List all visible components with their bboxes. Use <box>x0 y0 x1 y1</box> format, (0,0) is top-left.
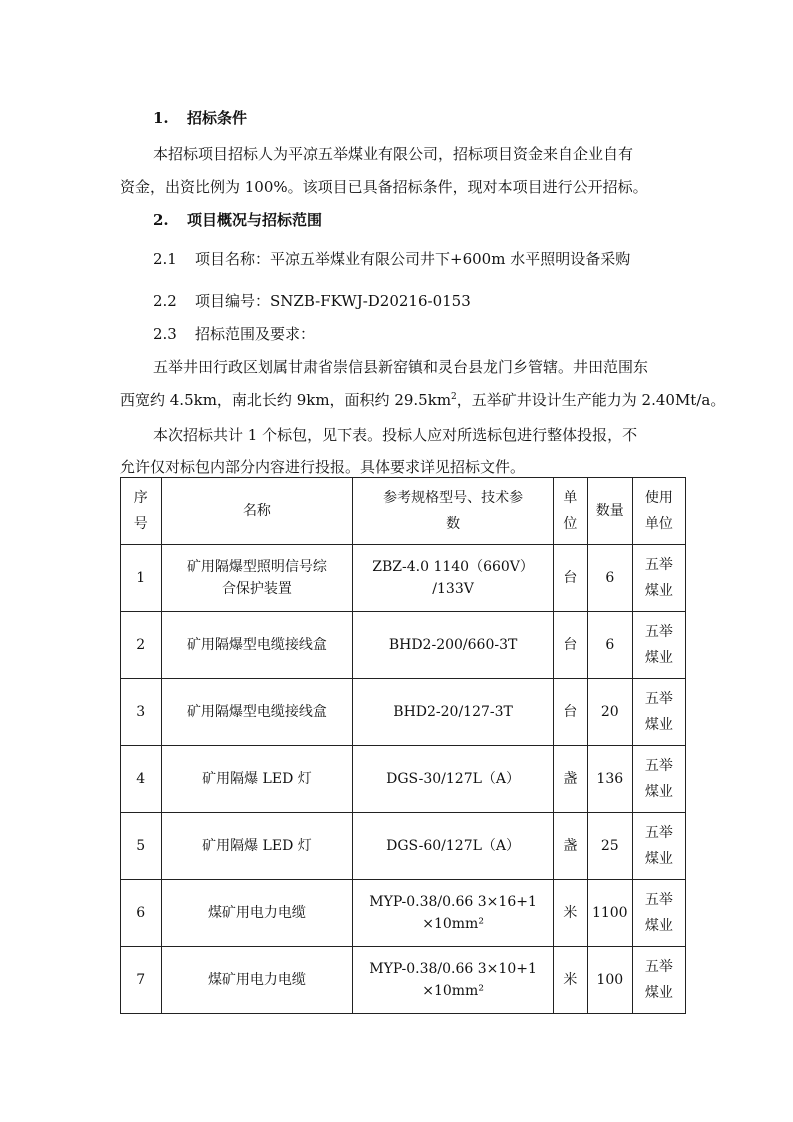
cell-spec: MYP-0.38/0.66 3×16+1 ×10mm² <box>353 880 553 947</box>
cell-name: 煤矿用电力电缆 <box>161 880 353 947</box>
scope-line-1: 五举井田行政区划属甘肃省崇信县新窑镇和灵台县龙门乡管辖。井田范围东 <box>153 358 649 376</box>
cell-name: 矿用隔爆型电缆接线盒 <box>161 679 353 746</box>
header-spec: 参考规格型号、技术参 数 <box>353 478 553 545</box>
item-2-1-text: 项目名称：平凉五举煤业有限公司井下+600m 水平照明设备采购 <box>195 250 631 268</box>
table-row <box>121 880 686 947</box>
area-superscript: 2 <box>451 392 457 402</box>
cell-unit: 台 <box>553 679 587 746</box>
procurement-table <box>120 477 686 1014</box>
table-row <box>121 612 686 679</box>
cell-user: 五举 煤业 <box>632 947 685 1014</box>
cell-name: 矿用隔爆 LED 灯 <box>161 813 353 880</box>
cell-name: 矿用隔爆型电缆接线盒 <box>161 612 353 679</box>
cell-spec: DGS-60/127L（A） <box>353 813 553 880</box>
cell-unit: 盏 <box>553 813 587 880</box>
table-row <box>121 545 686 612</box>
cell-seq: 4 <box>121 746 162 813</box>
table-row <box>121 679 686 746</box>
cell-seq: 1 <box>121 545 162 612</box>
cell-qty: 100 <box>587 947 632 1014</box>
cell-seq: 7 <box>121 947 162 1014</box>
cell-seq: 2 <box>121 612 162 679</box>
table-row <box>121 813 686 880</box>
header-unit: 单 位 <box>553 478 587 545</box>
item-2-2-number: 2.2 <box>153 292 177 310</box>
cell-qty: 25 <box>587 813 632 880</box>
table-row <box>121 746 686 813</box>
item-2-3 <box>153 323 315 344</box>
table-row <box>121 947 686 1014</box>
item-2-3-number: 2.3 <box>153 325 177 343</box>
section-1-title: 招标条件 <box>187 109 248 127</box>
cell-qty: 20 <box>587 679 632 746</box>
cell-spec: BHD2-20/127-3T <box>353 679 553 746</box>
scope-line-2-b: ，五举矿井设计生产能力为 2.40Mt/a。 <box>456 391 726 409</box>
section-2-number: 2. <box>153 211 169 229</box>
cell-qty: 136 <box>587 746 632 813</box>
cell-user: 五举 煤业 <box>632 612 685 679</box>
cell-seq: 6 <box>121 880 162 947</box>
header-seq: 序 号 <box>121 478 162 545</box>
section-1-number: 1. <box>153 109 169 127</box>
cell-name: 矿用隔爆 LED 灯 <box>161 746 353 813</box>
cell-qty: 1100 <box>587 880 632 947</box>
cell-user: 五举 煤业 <box>632 679 685 746</box>
item-2-3-text: 招标范围及要求： <box>195 325 316 343</box>
cell-spec: ZBZ-4.0 1140（660V） /133V <box>353 545 553 612</box>
cell-user: 五举 煤业 <box>632 545 685 612</box>
cell-user: 五举 煤业 <box>632 880 685 947</box>
cell-unit: 台 <box>553 612 587 679</box>
header-name: 名称 <box>161 478 353 545</box>
cell-user: 五举 煤业 <box>632 813 685 880</box>
section-1-para-line-1: 本招标项目招标人为平凉五举煤业有限公司，招标项目资金来自企业自有 <box>153 145 634 163</box>
item-2-1-number: 2.1 <box>153 250 177 268</box>
item-2-1 <box>153 248 630 269</box>
item-2-2-text: 项目编号：SNZB-FKWJ-D20216-0153 <box>195 292 471 310</box>
table-header-row <box>121 478 686 545</box>
scope-line-2 <box>120 389 725 410</box>
cell-unit: 台 <box>553 545 587 612</box>
cell-unit: 米 <box>553 880 587 947</box>
cell-seq: 5 <box>121 813 162 880</box>
cell-spec: DGS-30/127L（A） <box>353 746 553 813</box>
section-1-para-line-2: 资金，出资比例为 100%。该项目已具备招标条件，现对本项目进行公开招标。 <box>120 178 648 196</box>
cell-spec: BHD2-200/660-3T <box>353 612 553 679</box>
section-1-heading <box>153 107 247 128</box>
cell-name: 煤矿用电力电缆 <box>161 947 353 1014</box>
header-user: 使用 单位 <box>632 478 685 545</box>
section-2-title: 项目概况与招标范围 <box>187 211 323 229</box>
cell-name: 矿用隔爆型照明信号综 合保护装置 <box>161 545 353 612</box>
cell-seq: 3 <box>121 679 162 746</box>
item-2-2 <box>153 290 471 311</box>
section-2-heading <box>153 209 322 230</box>
cell-unit: 米 <box>553 947 587 1014</box>
header-qty: 数量 <box>587 478 632 545</box>
bid-line-2: 允许仅对标包内部分内容进行投报。具体要求详见招标文件。 <box>120 458 526 476</box>
cell-qty: 6 <box>587 545 632 612</box>
cell-spec: MYP-0.38/0.66 3×10+1 ×10mm² <box>353 947 553 1014</box>
scope-line-2-a: 西宽约 4.5km，南北长约 9km，面积约 29.5km <box>120 391 452 409</box>
bid-line-1: 本次招标共计 1 个标包，见下表。投标人应对所选标包进行整体投报，不 <box>153 426 638 444</box>
cell-qty: 6 <box>587 612 632 679</box>
cell-user: 五举 煤业 <box>632 746 685 813</box>
cell-unit: 盏 <box>553 746 587 813</box>
